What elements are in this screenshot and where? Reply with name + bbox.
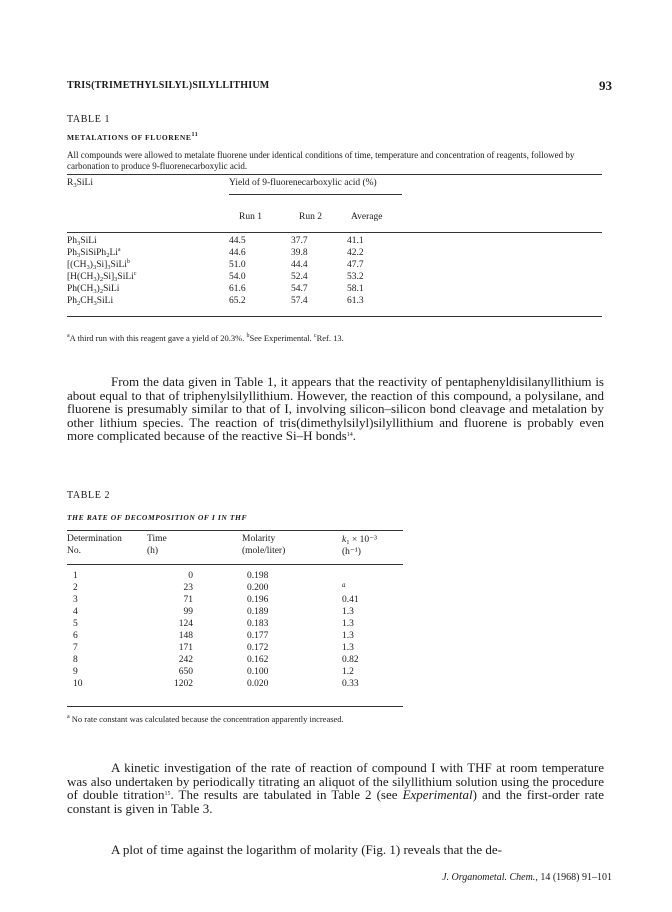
average-value: 61.3 — [347, 296, 364, 306]
table-row: 10 1202 0.020 0.33 — [73, 679, 359, 689]
compound-name: $[H(CH_3)_2Si]_3SiLi^c$ — [67, 271, 137, 283]
run2-value: 54.7 — [291, 284, 308, 294]
table1-caption: METALATIONS OF FLUORENE$^{11}$ — [67, 132, 199, 142]
run2-value: 57.4 — [291, 296, 308, 306]
table1-header-group: Yield of 9-fluorenecarboxylic acid (%) — [229, 178, 377, 188]
body-paragraph-2: A kinetic investigation of the rate of reaction of compound I with THF at room temperature was also undertaken by periodically titrating an aliquot of the silyllithium solution using the procedure of double titration$^{15}$. The results are tabulated in Table 2 (see Experimental) and the first-order rate constant is given in Table 3. — [67, 760, 604, 816]
table1-col-average: Average — [351, 212, 383, 222]
table1-col-compound: $R_3SiLi$ — [67, 178, 93, 189]
col-time: Time — [147, 534, 167, 544]
table-row — [67, 260, 602, 271]
average-value: 53.2 — [347, 272, 364, 282]
table2-bottom-rule — [67, 706, 403, 707]
table2-header-row-2 — [67, 546, 407, 557]
journal-reference: J. Organometal. Chem., 14 (1968) 91–101 — [442, 872, 612, 883]
run1-value: 51.0 — [229, 260, 246, 270]
table2-footnote: $^a$ No rate constant was calculated because the concentration apparently increased. — [67, 714, 344, 724]
table1-top-rule — [67, 174, 602, 175]
average-value: 47.7 — [347, 260, 364, 270]
body-paragraph-3: A plot of time against the logarithm of molarity (Fig. 1) reveals that the de- — [111, 842, 502, 857]
table-row — [67, 296, 602, 307]
col-rate-unit: (h⁻¹) — [342, 547, 361, 557]
average-value: 58.1 — [347, 284, 364, 294]
table-row: 1 0 0.198 — [73, 571, 269, 581]
col-molarity-unit: (mole/liter) — [242, 546, 286, 556]
table-row — [67, 272, 602, 283]
page-number: 93 — [599, 78, 612, 93]
run2-value: 44.4 — [291, 260, 308, 270]
table-row: 2 23 0.200 a — [73, 581, 346, 593]
average-value: 41.1 — [347, 236, 364, 246]
table-row — [67, 284, 602, 295]
table-row: 9 650 0.100 1.2 — [73, 667, 354, 677]
col-molarity: Molarity — [242, 534, 276, 544]
table2-caption: THE RATE OF DECOMPOSITION OF I IN THF — [67, 513, 248, 522]
run2-value: 52.4 — [291, 272, 308, 282]
run2-value: 37.7 — [291, 236, 308, 246]
table1-subheader-row — [67, 212, 602, 223]
table-row — [67, 248, 602, 259]
col-determination: Determination — [67, 534, 122, 544]
col-rate-constant: $k_1 \times 10^{-3}$ — [342, 535, 377, 546]
col-time-unit: (h) — [147, 546, 159, 556]
compound-name: $[(CH_3)_3Si]_3SiLi^b$ — [67, 259, 130, 271]
table2-label: TABLE 2 — [67, 490, 111, 501]
run1-value: 44.5 — [229, 236, 246, 246]
run1-value: 44.6 — [229, 248, 246, 258]
table1-bottom-rule — [67, 316, 602, 317]
table-row: 5 124 0.183 1.3 — [73, 619, 354, 629]
compound-name: $Ph_3SiSiPh_2Li^a$ — [67, 247, 121, 259]
table-row: 7 171 0.172 1.3 — [73, 643, 354, 653]
table-row: 8 242 0.162 0.82 — [73, 655, 359, 665]
table1-footnotes: $^a$A third run with this reagent gave a yield of 20.3%. $^b$See Experimental. $^c$Ref. 13. — [67, 333, 344, 343]
table2-mid-rule — [67, 564, 403, 565]
compound-name: $Ph(CH_3)_2SiLi$ — [67, 284, 120, 295]
table-row — [67, 236, 602, 247]
running-head — [67, 80, 612, 96]
table1-description: All compounds were allowed to metalate fluorene under identical conditions of time, temperature and concentration of reagents, followed by carbonation to produce 9-fluorenecarboxylic acid. — [67, 150, 575, 171]
col-determination-sub: No. — [67, 546, 81, 556]
table-row: 6 148 0.177 1.3 — [73, 631, 354, 641]
run1-value: 54.0 — [229, 272, 246, 282]
compound-name: $Ph_3SiLi$ — [67, 236, 97, 247]
running-head-title: TRIS(TRIMETHYLSILYL)SILYLLITHIUM — [67, 80, 270, 91]
table1-mid-rule — [67, 232, 602, 233]
table-row: 3 71 0.196 0.41 — [73, 595, 359, 605]
table1-col-run1: Run 1 — [239, 212, 262, 222]
table1-group-rule — [229, 194, 402, 195]
run1-value: 65.2 — [229, 296, 246, 306]
table2-header-row — [67, 534, 407, 545]
average-value: 42.2 — [347, 248, 364, 258]
table1-header-row — [67, 178, 602, 189]
table1-col-run2: Run 2 — [299, 212, 322, 222]
table-row: 4 99 0.189 1.3 — [73, 607, 354, 617]
table2-top-rule — [67, 530, 403, 531]
compound-name: $Ph_2CH_3SiLi$ — [67, 296, 114, 307]
run1-value: 61.6 — [229, 284, 246, 294]
body-paragraph-1: From the data given in Table 1, it appears that the reactivity of pentaphenyldisilanyllithium is about equal to that of triphenylsilyllithium. However, the reaction of this compound, a polysilane, and fluorene is presumably similar to that of I, involving silicon–silicon bond cleavage and metalation by other lithium species. The reaction of tris(dimethylsilyl)silyllithium and fluorene is probably even more complicated because of the reactive Si–H bonds$^{14}$. — [67, 374, 604, 444]
table1-label: TABLE 1 — [67, 114, 111, 125]
run2-value: 39.8 — [291, 248, 308, 258]
